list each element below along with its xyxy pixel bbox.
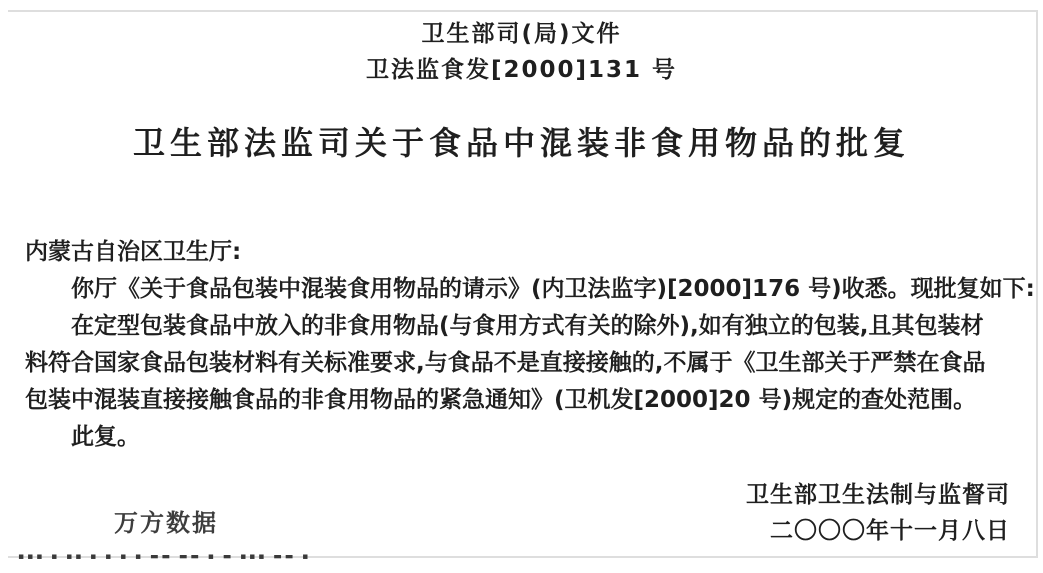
issuing-org-line: 卫生部司(局)文件 [421, 21, 622, 47]
body-line: 料符合国家食品包装材料有关标准要求,与食品不是直接接触的,不属于《卫生部关于严禁在食品 [25, 350, 986, 376]
body-line: 在定型包装食品中放入的非食用物品(与食用方式有关的除外),如有独立的包装,且其包装材 [71, 313, 984, 339]
page-edge-top [8, 10, 1038, 12]
wanfang-data-watermark: 万方数据 [114, 509, 218, 537]
body-line: 你厅《关于食品包装中混装食用物品的请示》(内卫法监字)[2000]176 号)收悉。现批复如下: [71, 276, 1035, 302]
document-header [0, 16, 1043, 88]
body-line: 此复。 [71, 424, 140, 450]
page-edge-right [1036, 10, 1038, 558]
body-line: 包装中混装直接接触食品的非食用物品的紧急通知》(卫机发[2000]20 号)规定的查处范围。 [25, 387, 977, 413]
signature-date: 二〇〇〇年十一月八日 [770, 518, 1010, 544]
document-title: 卫生部法监司关于食品中混装非食用物品的批复 [132, 124, 910, 162]
signature-block [746, 477, 1010, 549]
document-body [25, 234, 1035, 456]
signature-department: 卫生部卫生法制与监督司 [746, 482, 1010, 508]
clipped-bottom-text-line: ▪▪▪ ▪ ▪▪ ▪ ▪ ▪ ▪ ▬▬ ▬▬ ▪ ▬ ▪▪▪ ▬▬ ▪ [18, 552, 312, 560]
salutation: 内蒙古自治区卫生厅: [25, 239, 242, 265]
document-number: 卫法监食发[2000]131 号 [365, 57, 678, 83]
